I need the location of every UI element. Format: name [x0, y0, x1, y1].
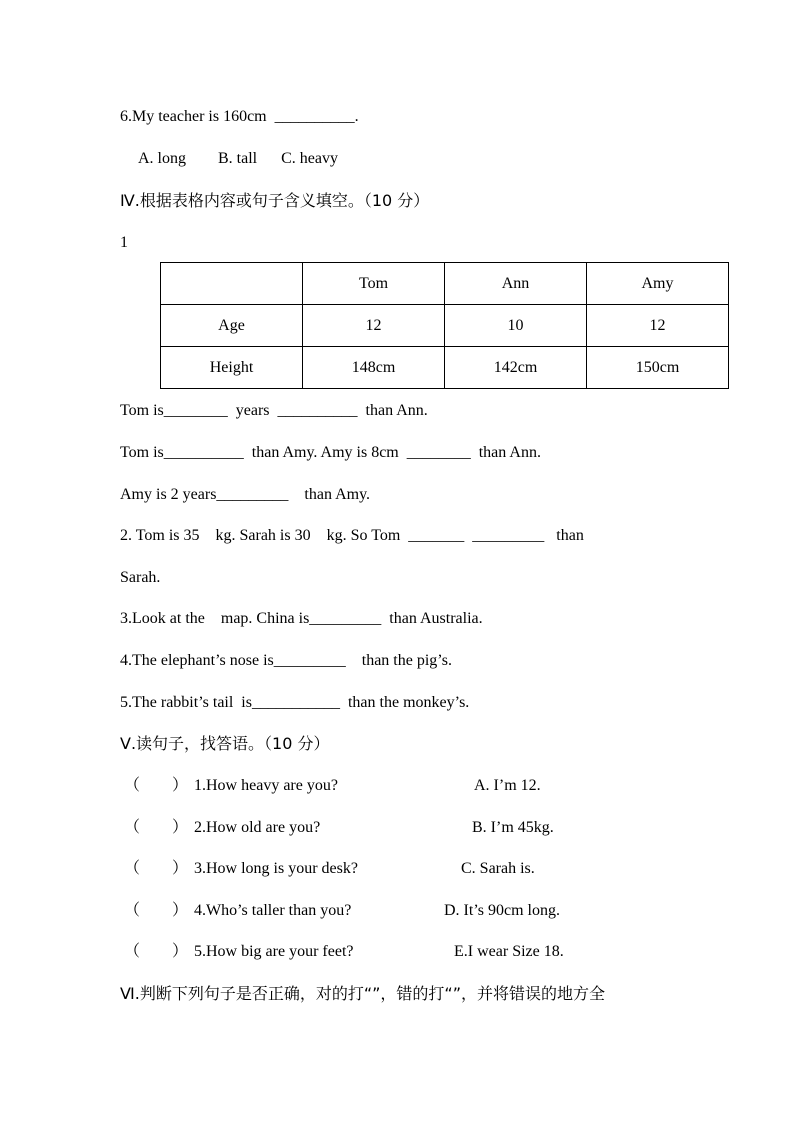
fill-line: Sarah. [120, 569, 161, 586]
table-cell: 12 [303, 305, 445, 347]
fill-line: 4.The elephant’s nose is_________ than the pig’s. [120, 652, 452, 669]
table-cell: 150cm [587, 347, 729, 389]
data-table [160, 262, 729, 389]
match-question: 2.How old are you? [194, 819, 321, 836]
table-row [161, 347, 729, 389]
fill-line: 2. Tom is 35 kg. Sarah is 30 kg. So Tom _______ _________ than [120, 527, 584, 544]
q1-label: 1 [120, 234, 128, 251]
match-answer: D. It’s 90cm long. [444, 902, 560, 919]
match-answer: C. Sarah is. [461, 860, 535, 877]
table-cell: Amy [587, 263, 729, 305]
fill-line: 3.Look at the map. China is_________ than Australia. [120, 610, 483, 627]
match-answer: E.I wear Size 18. [454, 943, 564, 960]
table-cell: 12 [587, 305, 729, 347]
table-header-row [161, 263, 729, 305]
match-question: 3.How long is your desk? [194, 860, 358, 877]
fill-line: Amy is 2 years_________ than Amy. [120, 486, 371, 503]
fill-line: 5.The rabbit’s tail is___________ than the monkey’s. [120, 694, 470, 711]
section-5-heading: Ⅴ.读句子，找答语。（10 分） [120, 734, 330, 753]
table-cell: Height [161, 347, 303, 389]
table-cell [161, 263, 303, 305]
match-answer: A. I’m 12. [474, 777, 541, 794]
answer-bracket: （ ） [124, 777, 189, 794]
table-cell: Ann [445, 263, 587, 305]
match-question: 5.How big are your feet? [194, 943, 354, 960]
section-4-heading: Ⅳ.根据表格内容或句子含义填空。（10 分） [120, 191, 430, 210]
table-cell: 10 [445, 305, 587, 347]
table-cell: Age [161, 305, 303, 347]
match-question: 4.Who’s taller than you? [194, 902, 352, 919]
table-cell: 142cm [445, 347, 587, 389]
answer-bracket: （ ） [124, 943, 189, 960]
answer-bracket: （ ） [124, 902, 189, 919]
table-cell: 148cm [303, 347, 445, 389]
answer-bracket: （ ） [124, 860, 189, 877]
match-question: 1.How heavy are you? [194, 777, 338, 794]
q6-options: A. long B. tall C. heavy [138, 150, 338, 167]
q6-stem: 6.My teacher is 160cm __________. [120, 108, 359, 125]
answer-bracket: （ ） [124, 819, 189, 836]
table-cell: Tom [303, 263, 445, 305]
match-answer: B. I’m 45kg. [472, 819, 554, 836]
table-row [161, 305, 729, 347]
section-6-heading: Ⅵ.判断下列句子是否正确，对的打“”，错的打“”，并将错误的地方全 [120, 984, 606, 1003]
fill-line: Tom is________ years __________ than Ann. [120, 402, 428, 419]
fill-line: Tom is__________ than Amy. Amy is 8cm ________ than Ann. [120, 444, 541, 461]
